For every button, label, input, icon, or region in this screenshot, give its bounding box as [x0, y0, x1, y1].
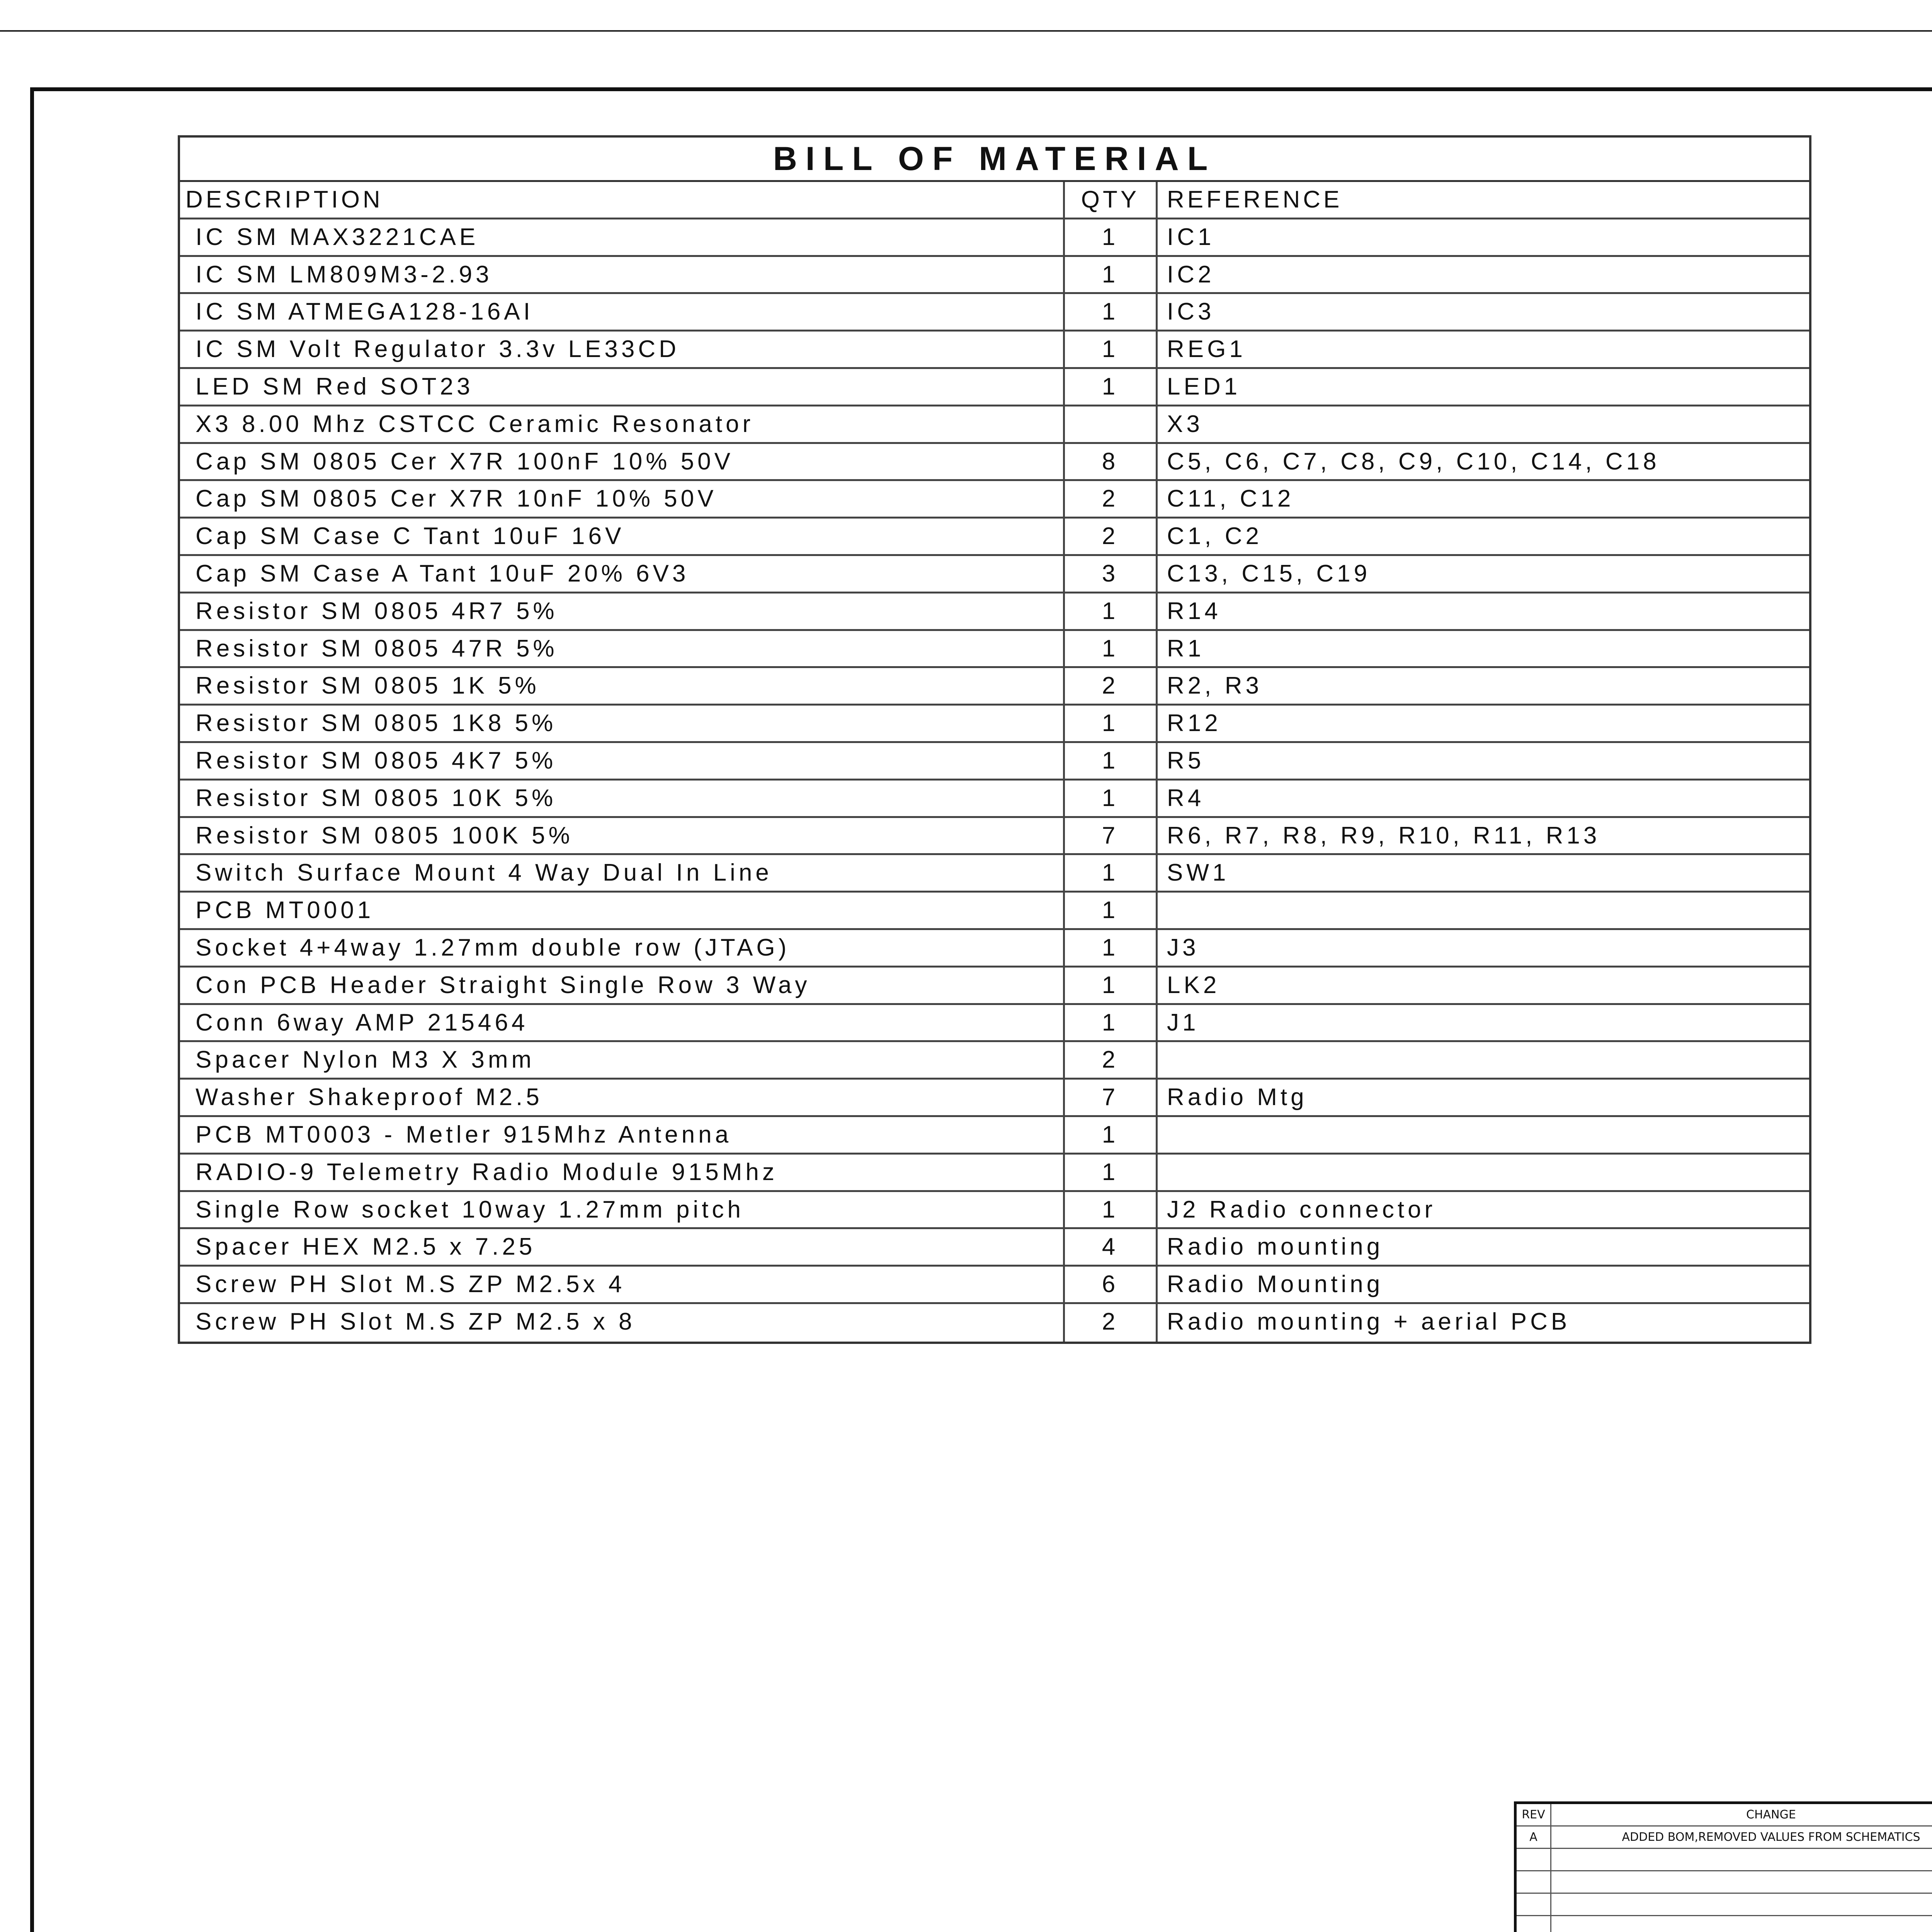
bom-row-reference: LED1	[1167, 373, 1241, 400]
bom-row-qty: 1	[1065, 1005, 1158, 1041]
bom-row-description: Conn 6way AMP 215464	[180, 1005, 1065, 1041]
bom-row	[180, 1042, 1809, 1080]
bom-row-qty: 1	[1065, 855, 1158, 891]
bom-row-reference: SW1	[1167, 859, 1230, 886]
bom-row	[180, 1117, 1809, 1155]
revision-empty-cell	[1551, 1871, 1932, 1893]
bom-row	[180, 781, 1809, 818]
revision-empty-cell	[1517, 1849, 1551, 1870]
bom-row	[180, 930, 1809, 968]
bom-row-qty: 7	[1065, 1080, 1158, 1115]
bom-row-qty: 1	[1065, 968, 1158, 1003]
bom-row	[180, 1155, 1809, 1192]
bom-row-reference: J2 Radio connector	[1167, 1196, 1436, 1223]
bom-row-qty: 1	[1065, 1117, 1158, 1153]
bom-row	[180, 893, 1809, 930]
bom-row-qty: 7	[1065, 818, 1158, 854]
bom-row-reference: IC2	[1167, 261, 1215, 288]
bom-row-qty: 1	[1065, 631, 1158, 667]
header-reference: REFERENCE	[1167, 186, 1343, 213]
change-col-header: CHANGE	[1551, 1804, 1932, 1825]
bom-row	[180, 1267, 1809, 1304]
revision-rev: A	[1517, 1827, 1551, 1848]
bom-header-row	[180, 182, 1809, 219]
bom-title: BILL OF MATERIAL	[180, 138, 1809, 182]
bom-row	[180, 1080, 1809, 1117]
bom-body	[180, 219, 1809, 1342]
bom-row-reference: C1, C2	[1167, 523, 1262, 550]
bom-row	[180, 818, 1809, 855]
bom-row-qty: 2	[1065, 668, 1158, 704]
bom-row	[180, 1192, 1809, 1230]
bom-row-reference: Radio mounting + aerial PCB	[1167, 1308, 1571, 1335]
bom-row-description: Screw PH Slot M.S ZP M2.5x 4	[180, 1267, 1065, 1302]
bom-row-qty: 1	[1065, 219, 1158, 255]
bom-row	[180, 1229, 1809, 1267]
bill-of-material-table	[178, 135, 1811, 1344]
bom-row-description: RADIO-9 Telemetry Radio Module 915Mhz	[180, 1155, 1065, 1190]
bom-row	[180, 631, 1809, 668]
bom-row	[180, 481, 1809, 519]
bom-row-reference: LK2	[1167, 971, 1220, 998]
bom-row-qty: 1	[1065, 1192, 1158, 1228]
revision-change: ADDED BOM,REMOVED VALUES FROM SCHEMATICS	[1551, 1827, 1932, 1848]
bom-row-qty: 1	[1065, 706, 1158, 741]
bom-row	[180, 1005, 1809, 1043]
bom-row-description: Resistor SM 0805 4K7 5%	[180, 743, 1065, 779]
bom-row-qty: 1	[1065, 332, 1158, 367]
bom-row-reference: Radio Mtg	[1167, 1084, 1308, 1111]
bom-row-qty: 2	[1065, 1042, 1158, 1078]
bom-row-qty: 1	[1065, 893, 1158, 928]
bom-row-qty: 1	[1065, 781, 1158, 816]
bom-row	[180, 332, 1809, 369]
bom-row	[180, 294, 1809, 332]
bom-row-qty: 1	[1065, 257, 1158, 293]
bom-row-reference: R4	[1167, 784, 1205, 811]
bom-row	[180, 257, 1809, 294]
bom-row-description: Resistor SM 0805 4R7 5%	[180, 594, 1065, 629]
bom-row-description: Spacer HEX M2.5 x 7.25	[180, 1229, 1065, 1265]
bom-row-qty: 6	[1065, 1267, 1158, 1302]
bom-row	[180, 855, 1809, 893]
bom-row-qty: 8	[1065, 444, 1158, 480]
bom-row	[180, 519, 1809, 556]
bom-row-qty: 1	[1065, 1155, 1158, 1190]
bom-row-description: Spacer Nylon M3 X 3mm	[180, 1042, 1065, 1078]
revision-header-row	[1517, 1804, 1932, 1827]
revision-empty-cell	[1517, 1871, 1551, 1893]
bom-row-qty: 1	[1065, 594, 1158, 629]
bom-row-qty	[1065, 406, 1158, 442]
bom-row-description: IC SM ATMEGA128-16AI	[180, 294, 1065, 330]
bom-row	[180, 406, 1809, 444]
revision-empty-cell	[1551, 1849, 1932, 1870]
bom-row	[180, 594, 1809, 631]
bom-row	[180, 219, 1809, 257]
bom-row-qty: 1	[1065, 930, 1158, 966]
bom-row-reference: R6, R7, R8, R9, R10, R11, R13	[1167, 822, 1600, 849]
bom-row-reference	[1158, 1155, 1809, 1190]
bom-row	[180, 556, 1809, 594]
bom-row-qty: 3	[1065, 556, 1158, 592]
bom-row-reference	[1158, 1042, 1809, 1078]
bom-row-description: PCB MT0001	[180, 893, 1065, 928]
bom-row-reference: C5, C6, C7, C8, C9, C10, C14, C18	[1167, 448, 1660, 475]
bom-row-description: Resistor SM 0805 47R 5%	[180, 631, 1065, 667]
revision-empty-rows	[1517, 1849, 1932, 1932]
bom-row-description: PCB MT0003 - Metler 915Mhz Antenna	[180, 1117, 1065, 1153]
bom-row-description: Resistor SM 0805 1K8 5%	[180, 706, 1065, 741]
bom-row-description: Resistor SM 0805 10K 5%	[180, 781, 1065, 816]
revision-empty-row	[1517, 1849, 1932, 1871]
bom-row-reference: J1	[1167, 1009, 1199, 1036]
bom-row-description: Cap SM Case C Tant 10uF 16V	[180, 519, 1065, 554]
bom-row-reference	[1158, 1117, 1809, 1153]
bom-row-reference: IC3	[1167, 298, 1215, 325]
revision-empty-cell	[1551, 1916, 1932, 1932]
bom-row-qty: 1	[1065, 294, 1158, 330]
bom-row-description: Screw PH Slot M.S ZP M2.5 x 8	[180, 1304, 1065, 1342]
revision-empty-row	[1517, 1894, 1932, 1916]
bom-row-reference: R1	[1167, 635, 1205, 662]
bom-row	[180, 444, 1809, 481]
bom-row	[180, 369, 1809, 406]
bom-row-reference: C13, C15, C19	[1167, 560, 1371, 587]
bom-row-qty: 1	[1065, 743, 1158, 779]
bom-row-reference: R14	[1167, 597, 1221, 624]
bom-row-qty: 2	[1065, 481, 1158, 517]
bom-row-description: X3 8.00 Mhz CSTCC Ceramic Resonator	[180, 406, 1065, 442]
bom-row-reference: R12	[1167, 710, 1221, 737]
bom-row-reference: R5	[1167, 747, 1205, 774]
bom-row-description: Switch Surface Mount 4 Way Dual In Line	[180, 855, 1065, 891]
bom-row-description: Cap SM 0805 Cer X7R 100nF 10% 50V	[180, 444, 1065, 480]
bom-row-description: Cap SM 0805 Cer X7R 10nF 10% 50V	[180, 481, 1065, 517]
bom-row-description: LED SM Red SOT23	[180, 369, 1065, 405]
bom-row-reference: REG1	[1167, 336, 1246, 363]
revision-empty-row	[1517, 1871, 1932, 1894]
header-description: DESCRIPTION	[180, 182, 1065, 218]
bom-row-description: Resistor SM 0805 100K 5%	[180, 818, 1065, 854]
bom-row-reference: IC1	[1167, 223, 1215, 250]
bom-row	[180, 968, 1809, 1005]
bom-row-reference	[1158, 893, 1809, 928]
bom-row	[180, 1304, 1809, 1342]
bom-row-qty: 4	[1065, 1229, 1158, 1265]
bom-row-description: IC SM LM809M3-2.93	[180, 257, 1065, 293]
bom-row-description: IC SM Volt Regulator 3.3v LE33CD	[180, 332, 1065, 367]
bom-row-reference: R2, R3	[1167, 672, 1262, 699]
bom-row-description: Single Row socket 10way 1.27mm pitch	[180, 1192, 1065, 1228]
bom-row-reference: Radio Mounting	[1167, 1271, 1384, 1298]
bom-row-description: IC SM MAX3221CAE	[180, 219, 1065, 255]
title-block	[1514, 1801, 1932, 1932]
bom-row-reference: J3	[1167, 934, 1199, 961]
bom-row-description: Washer Shakeproof M2.5	[180, 1080, 1065, 1115]
bom-row	[180, 706, 1809, 743]
revision-empty-cell	[1517, 1894, 1551, 1915]
top-border-line	[0, 30, 1932, 32]
bom-row-reference: X3	[1167, 410, 1203, 437]
bom-row-description: Cap SM Case A Tant 10uF 20% 6V3	[180, 556, 1065, 592]
bom-row-description: Socket 4+4way 1.27mm double row (JTAG)	[180, 930, 1065, 966]
bom-row-description: Resistor SM 0805 1K 5%	[180, 668, 1065, 704]
bom-row	[180, 743, 1809, 781]
bom-row-qty: 1	[1065, 369, 1158, 405]
bom-row-reference: C11, C12	[1167, 485, 1294, 512]
header-qty: QTY	[1065, 182, 1158, 218]
bom-row-description: Con PCB Header Straight Single Row 3 Way	[180, 968, 1065, 1003]
bom-row-qty: 2	[1065, 519, 1158, 554]
bom-row	[180, 668, 1809, 706]
revision-row	[1517, 1827, 1932, 1849]
bom-row-reference: Radio mounting	[1167, 1233, 1384, 1260]
revision-empty-row	[1517, 1916, 1932, 1932]
rev-col-header: REV	[1517, 1804, 1551, 1825]
revision-empty-cell	[1551, 1894, 1932, 1915]
bom-row-qty: 2	[1065, 1304, 1158, 1342]
revision-table	[1517, 1804, 1932, 1932]
revision-empty-cell	[1517, 1916, 1551, 1932]
